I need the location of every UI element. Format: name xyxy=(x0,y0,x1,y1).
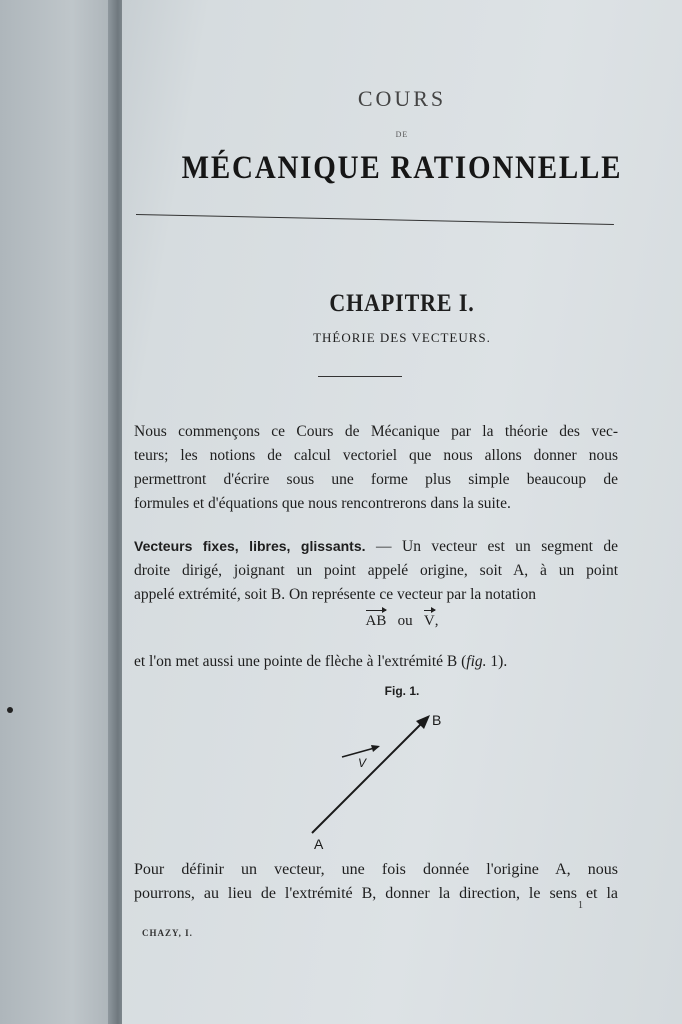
notation-separator: ou xyxy=(397,613,413,629)
sheet-number: 1 xyxy=(578,900,583,911)
title-rule xyxy=(136,214,614,225)
vector-figure xyxy=(302,705,462,855)
book-title: MÉCANIQUE RATIONNELLE xyxy=(181,150,623,186)
em-dash: — xyxy=(365,538,402,555)
text-fragment: ). xyxy=(498,653,508,670)
vector-label: V xyxy=(358,756,367,770)
text-line xyxy=(134,650,618,674)
origin-label: A xyxy=(314,836,324,852)
end-label: B xyxy=(432,712,442,728)
text-line: Nous commençons ce Cours de Mécanique par la théorie des vec- xyxy=(134,423,618,440)
text-line xyxy=(134,534,618,559)
vector-line xyxy=(312,719,426,833)
text-line: droite dirigé, joignant un point appelé origine, soit A, à un point xyxy=(134,562,618,579)
facing-page xyxy=(0,0,120,1024)
figure-caption: Fig. 1. xyxy=(384,684,420,698)
printer-signature: CHAZY, I. xyxy=(142,928,193,938)
v-arrow-head xyxy=(371,745,380,752)
arrow-paragraph xyxy=(134,650,618,674)
closing-paragraph xyxy=(134,858,618,906)
definition-paragraph xyxy=(134,534,618,607)
title-preposition: DE xyxy=(395,130,409,139)
vector-notation xyxy=(122,613,682,630)
vector-ab: AB xyxy=(365,613,387,629)
text-line: pourrons, au lieu de l'extrémité B, donner la direction, le sens et la xyxy=(134,885,618,902)
section-heading: Vecteurs fixes, libres, glissants. xyxy=(134,538,366,554)
section-divider xyxy=(318,376,402,377)
text-line: permettront d'écrire sous une forme plus simple beaucoup de xyxy=(134,471,618,488)
text-fragment: Un vecteur est un segment de xyxy=(402,538,618,555)
book-page xyxy=(122,0,682,1024)
series-title: COURS xyxy=(357,86,447,111)
ink-spot xyxy=(7,707,13,713)
vector-v: V xyxy=(423,613,435,629)
text-line: Pour définir un vecteur, une fois donnée l'origine A, nous xyxy=(134,861,618,878)
text-line: appelé extrémité, soit B. On représente ce vecteur par la notation xyxy=(134,586,536,603)
text-line: formules et d'équations que nous rencontrerons dans la suite. xyxy=(134,495,511,512)
text-fragment: et l'on met aussi une pointe de flèche à l'extrémité B ( xyxy=(134,653,467,670)
intro-paragraph xyxy=(134,420,618,516)
text-line: teurs; les notions de calcul vectoriel que nous allons donner nous xyxy=(134,447,618,464)
notation-comma: , xyxy=(434,613,439,629)
figure-number: 1 xyxy=(486,653,499,670)
chapter-title: THÉORIE DES VECTEURS. xyxy=(313,330,491,345)
chapter-number: CHAPITRE I. xyxy=(329,290,475,317)
figure-reference: fig. xyxy=(466,653,487,670)
